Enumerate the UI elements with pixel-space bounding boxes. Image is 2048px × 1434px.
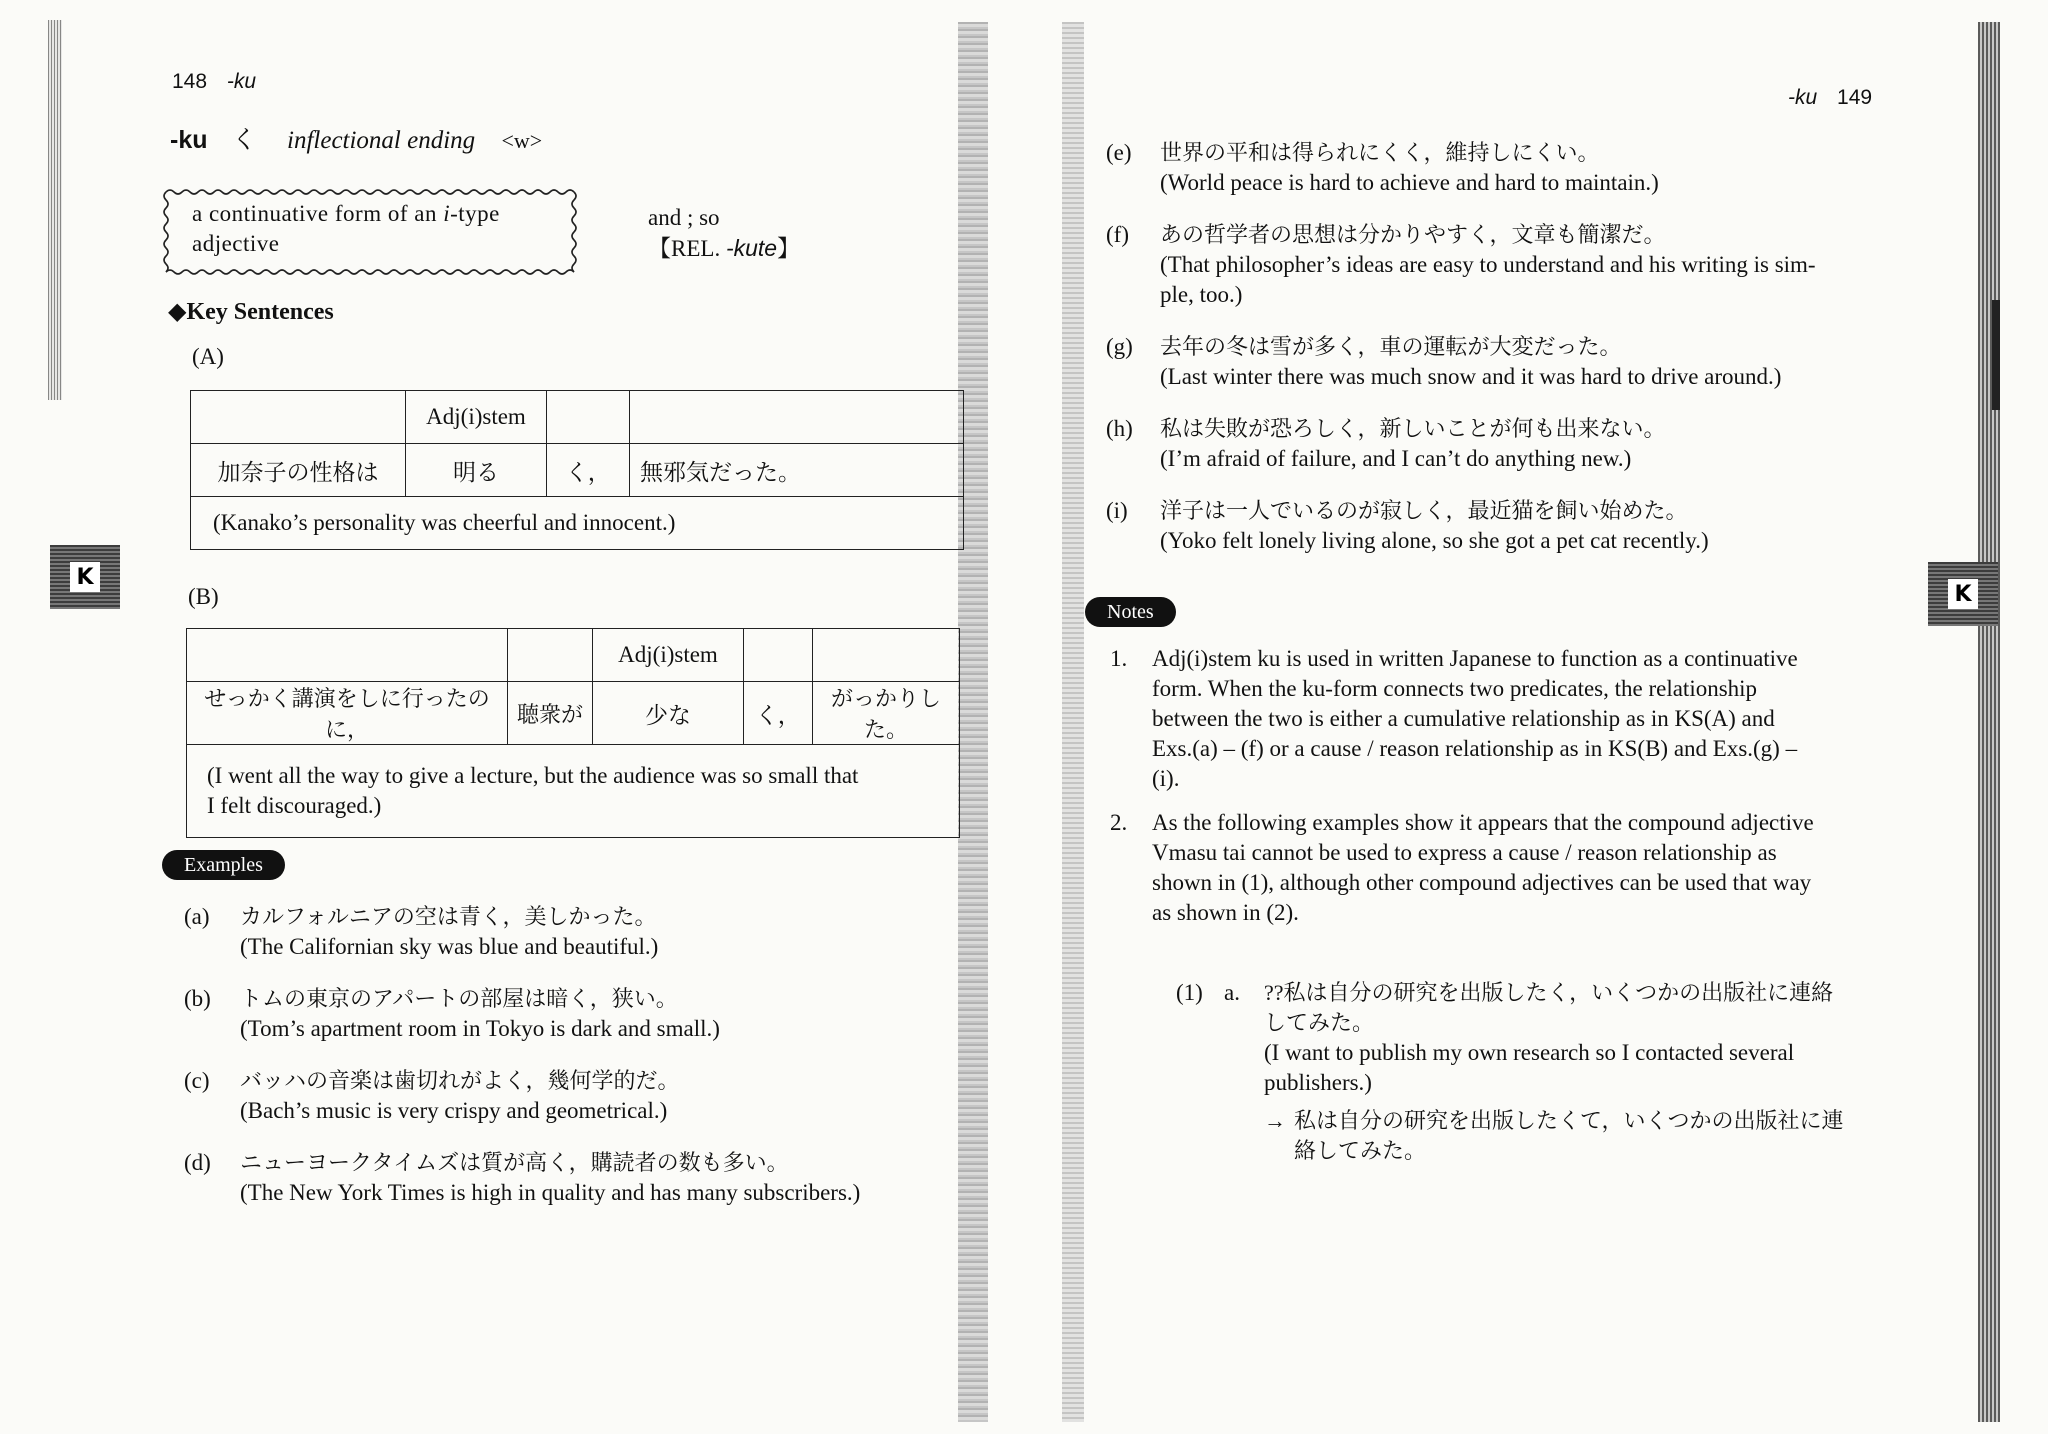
example-en: (Yoko felt lonely living alone, so she got a pet cat recently.) <box>1160 528 1709 553</box>
ks-b-header-empty-1 <box>187 629 508 682</box>
example-item-d <box>184 1148 944 1208</box>
note-line: Vmasu tai cannot be used to express a cause / reason relationship as <box>1152 840 1777 865</box>
examples-list-left <box>184 902 944 1208</box>
ks-a-cell-subject: 加奈子の性格は <box>191 444 406 497</box>
example-en-cont: ple, too.) <box>1160 282 1243 307</box>
examples-label: Examples <box>162 850 285 880</box>
sub-example-jp-2: してみた。 <box>1264 1010 1375 1035</box>
example-item-b <box>184 984 944 1044</box>
gloss-rel-item: -kute <box>725 235 778 261</box>
sub-example-fix-2: 絡してみた。 <box>1294 1138 1427 1163</box>
thumb-index-tab-right <box>1928 562 1998 626</box>
example-jp: 世界の平和は得られにくく，維持しにくい。 <box>1160 140 1600 165</box>
meaning-line-1b: -type <box>450 201 500 226</box>
ks-a-cell-ku: く， <box>547 444 630 497</box>
right-page <box>1060 0 2048 1434</box>
meaning-line-2: adjective <box>192 231 280 256</box>
note-line: shown in (1), although other compound adjectives can be used that way <box>1152 870 1812 895</box>
example-label: (e) <box>1106 140 1132 165</box>
left-page <box>0 0 1000 1434</box>
example-jp: あの哲学者の思想は分かりやすく，文章も簡潔だ。 <box>1160 222 1666 247</box>
note-number: 2. <box>1110 810 1128 835</box>
note-number: 1. <box>1110 646 1128 671</box>
example-en: (The New York Times is high in quality and has many subscribers.) <box>240 1180 861 1205</box>
ks-b-cell-predicate: がっかりした。 <box>813 682 960 745</box>
running-title: -ku <box>1788 86 1818 109</box>
ks-b-header-empty-4 <box>813 629 960 682</box>
note-line: form. When the ku-form connects two predicates, the relationship <box>1152 676 1758 701</box>
note-line: between the two is either a cumulative relationship as in KS(A) and <box>1152 706 1775 731</box>
example-item-h <box>1106 414 1986 474</box>
example-label: (b) <box>184 986 211 1011</box>
page-header-right <box>1788 86 1872 110</box>
running-title: -ku <box>226 70 257 93</box>
ks-a-header-text: Adj(i)stem <box>426 404 526 429</box>
meaning-italic: i <box>443 201 451 226</box>
ks-a-cell-stem: 明る <box>406 444 547 497</box>
example-item-e <box>1106 138 1986 198</box>
ks-b-header-text: Adj(i)stem <box>618 642 718 667</box>
example-jp: ニューヨークタイムズは質が高く，購読者の数も多い。 <box>240 1150 789 1175</box>
example-jp: 洋子は一人でいるのが寂しく，最近猫を飼い始めた。 <box>1160 498 1688 523</box>
arrow-icon: → <box>1264 1108 1286 1133</box>
page-number: 148 <box>172 70 208 93</box>
entry-tag: <w> <box>501 128 543 153</box>
example-item-g <box>1106 332 1986 392</box>
example-en: (Last winter there was much snow and it was hard to drive around.) <box>1160 364 1782 389</box>
sub-example-en-2: publishers.) <box>1264 1070 1372 1095</box>
entry-heading <box>170 120 542 156</box>
ks-b-cell-clause: せっかく講演をしに行ったのに， <box>187 682 508 745</box>
example-item-c <box>184 1066 944 1126</box>
ks-b-cell-subject: 聴衆が <box>508 682 593 745</box>
sub-example-jp-1: ??私は自分の研究を出版したく，いくつかの出版社に連絡 <box>1264 980 1834 1005</box>
example-item-f <box>1106 220 1986 310</box>
key-sentence-table-b <box>186 628 960 838</box>
ks-a-header-stem <box>406 391 547 444</box>
example-jp: トムの東京のアパートの部屋は暗く，狭い。 <box>240 986 678 1011</box>
gloss-line-1: and ; so <box>648 205 720 230</box>
sub-example-row <box>1176 978 1956 1166</box>
meaning-text <box>192 199 500 259</box>
example-item-a <box>184 902 944 962</box>
example-label: (g) <box>1106 334 1133 359</box>
ks-a-label: (A) <box>192 344 224 369</box>
example-jp: カルフォルニアの空は青く，美しかった。 <box>240 904 657 929</box>
ks-b-translation <box>187 745 960 838</box>
ks-a-header-empty-1 <box>191 391 406 444</box>
note-line: as shown in (2). <box>1152 900 1299 925</box>
entry-kana: く <box>231 125 257 154</box>
sub-example-fix-1: 私は自分の研究を出版したくて，いくつかの出版社に連 <box>1294 1108 1844 1133</box>
example-label: (i) <box>1106 498 1128 523</box>
entry-pos: inflectional ending <box>287 127 476 154</box>
note-item-2 <box>1110 808 1950 928</box>
example-en: (Bach’s music is very crispy and geometrical.) <box>240 1098 668 1123</box>
thumb-index-tab-left <box>50 545 120 609</box>
example-label: (h) <box>1106 416 1133 441</box>
page-number: 149 <box>1837 86 1873 109</box>
note-line: Exs.(a) – (f) or a cause / reason relationship as in KS(B) and Exs.(g) – <box>1152 736 1798 761</box>
note-line: As the following examples show it appears that the compound adjective <box>1152 810 1814 835</box>
ks-b-header-empty-3 <box>744 629 813 682</box>
example-label: (d) <box>184 1150 211 1175</box>
sub-example-correction <box>1264 1106 1844 1166</box>
page-header-left <box>172 70 256 94</box>
ks-a-header-empty-2 <box>547 391 630 444</box>
thumb-index-letter: K <box>70 562 100 592</box>
example-en: (That philosopher’s ideas are easy to understand and his writing is sim- <box>1160 252 1816 277</box>
sub-example-1a <box>1176 978 1956 1166</box>
ks-b-cell-ku: く， <box>744 682 813 745</box>
key-sentences-heading: ◆Key Sentences <box>168 299 334 325</box>
gloss-rel-close: 】 <box>777 236 801 261</box>
ks-b-translation-line-2: I felt discouraged.) <box>207 793 382 818</box>
notes-list <box>1110 644 1950 928</box>
example-en: (World peace is hard to achieve and hard to maintain.) <box>1160 170 1659 195</box>
ks-b-cell-stem: 少な <box>593 682 744 745</box>
thumb-index-letter: K <box>1948 579 1978 609</box>
example-label: (a) <box>184 904 210 929</box>
ks-b-header-empty-2 <box>508 629 593 682</box>
example-en: (I’m afraid of failure, and I can’t do anything new.) <box>1160 446 1632 471</box>
notes-label: Notes <box>1085 597 1176 627</box>
key-sentence-table-a <box>190 390 964 550</box>
sub-example-letter: a. <box>1224 980 1240 1005</box>
ks-b-header-stem <box>593 629 744 682</box>
note-line: (i). <box>1152 766 1180 791</box>
note-item-1 <box>1110 644 1950 794</box>
example-item-i <box>1106 496 1986 556</box>
example-label: (c) <box>184 1068 210 1093</box>
ks-b-label: (B) <box>188 584 219 609</box>
meaning-line-1: a continuative form of an <box>192 201 444 226</box>
ks-a-translation: (Kanako’s personality was cheerful and innocent.) <box>191 497 964 550</box>
ks-a-cell-predicate: 無邪気だった。 <box>630 444 964 497</box>
ks-a-header-empty-3 <box>630 391 964 444</box>
gloss <box>648 203 800 264</box>
examples-list-right <box>1106 138 1986 556</box>
example-jp: 去年の冬は雪が多く，車の運転が大変だった。 <box>1160 334 1622 359</box>
ks-b-translation-line-1: (I went all the way to give a lecture, but the audience was so small that <box>207 763 859 788</box>
example-label: (f) <box>1106 222 1129 247</box>
gloss-rel-open: 【REL. <box>648 236 726 261</box>
example-en: (Tom’s apartment room in Tokyo is dark and small.) <box>240 1016 720 1041</box>
example-jp: 私は失敗が恐ろしく，新しいことが何も出来ない。 <box>1160 416 1666 441</box>
note-line: Adj(i)stem ku is used in written Japanese to function as a continuative <box>1152 646 1798 671</box>
sub-example-en-1: (I want to publish my own research so I contacted several <box>1264 1040 1795 1065</box>
sub-example-number: (1) <box>1176 980 1203 1005</box>
example-en: (The Californian sky was blue and beautiful.) <box>240 934 659 959</box>
entry-headword: -ku <box>170 126 208 154</box>
example-jp: バッハの音楽は歯切れがよく，幾何学的だ。 <box>240 1068 680 1093</box>
